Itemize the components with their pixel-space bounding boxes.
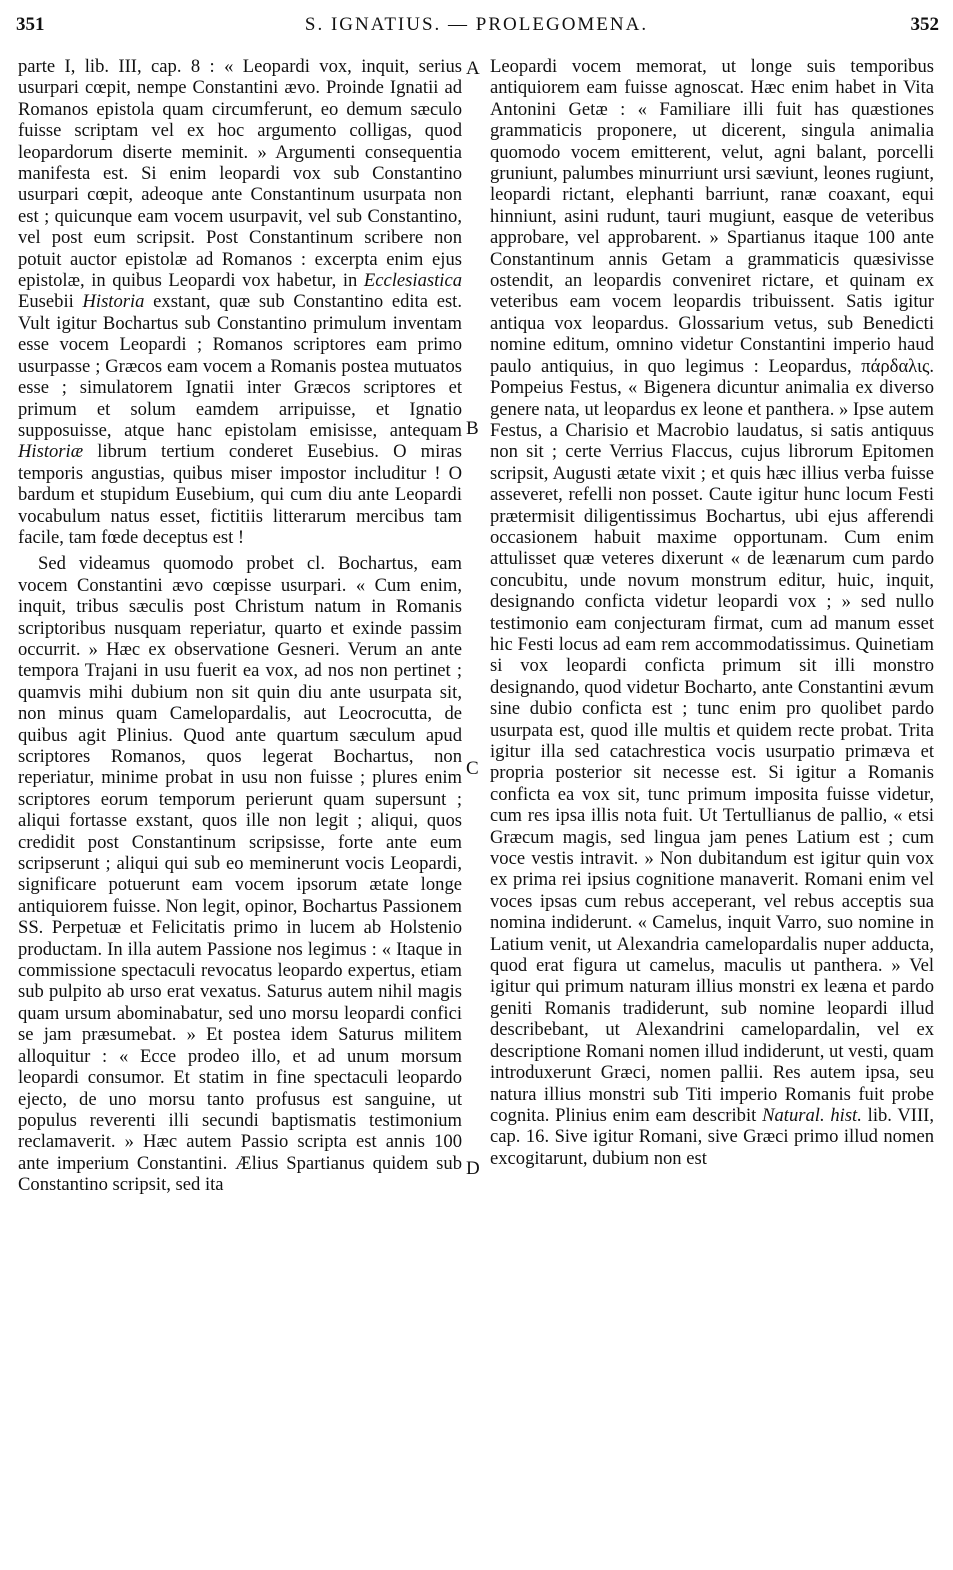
text-run: lib. VIII, cap. 16. Sive igitur Romani, sive Græci primo illud nomen excogitarunt, dubium non est — [490, 1104, 935, 1169]
italic-title: Historia — [82, 291, 145, 313]
italic-title: Ecclesiastica — [363, 270, 462, 292]
italic-title: Natural. hist. — [762, 1104, 862, 1126]
margin-letter: A — [466, 58, 480, 79]
italic-title: Historiæ — [18, 441, 84, 463]
running-title: S. IGNATIUS. — PROLEGOMENA. — [304, 14, 649, 35]
page-header — [0, 14, 953, 44]
paragraph — [18, 56, 462, 548]
margin-letter: C — [466, 758, 479, 779]
paragraph: Sed videamus quomodo probet cl. Bochartus, eam vocem Constantini ævo cœpisse usurpari. « Cum enim, inquit, tribus sæculis post Christum natum in Romanis scriptoribus nusquam reperiatur, quarto et exinde passim occurrit. » Hæc ex observatione Gesneri. Verum an ante tempora Trajani in usu fuerit ea vox, ad nos non pertinet ; quamvis mihi dubium non sit quin diu ante usurpata sit, non minus quam Camelopardalis, aut Leocrocutta, de quibus agit Plinius. Quod ante quartum sæculum apud scriptores Romanos, quos legerat Bochartus, non reperiatur, minime probat in usu non fuisse ; plures enim scriptores eorum temporum perierunt quam supersunt ; aliqui fortasse exstant, quos ille non legit ; aliqui, quos credidit post Constantinum scripsisse, forte ante eum scripserunt ; aliqui qui sub eo meminerunt vocis Leopardi, significare potuerunt eam vocem ipsorum ætate longe antiquiorem fuisse. Non legit, opinor, Bochartus Passionem SS. Perpetuæ et Felicitatis primo in lucem ab Holstenio productam. In illa autem Passione nos legimus : « Itaque in commissione spectaculi revocatus leopardo expertus, etiam sub pulpito ab urso erat vexatus. Saturus autem nihil magis quam ursum abominabatur, sed uno morsu leopardi confici se jam præsumebat. » Et postea idem Saturus militem alloquitur : « Ecce prodeo illo, et ad unum morsum leopardi consumor. Et statim in fine spectaculi leopardo ejecto, de uno morsu tanto profusus est sanguine, ut populus reverenti illi secundi baptismatis testimonium reclamaverit. » Hæc autem Passio scripta est annis 100 ante imperium Constantini. Ælius Spartianus quidem sub Constantino scripsit, sed ita — [18, 553, 462, 1196]
margin-letter: B — [466, 418, 479, 439]
text-run: exstant, quæ sub Constantino edita est. Vult igitur Bochartus sub Constantino primulum inventam esse vocem Leopardi ; Romanos scriptores eam primo usurpasse ; Græcos eam vocem a Romanis postea mutuatos esse ; simulatorem Ignatii inter Græcos scriptores et primum et solum eamdem arripuisse, et Ignatio supposuisse, atque hanc epistolam emisisse, antequam — [18, 291, 462, 441]
margin-letter: D — [466, 1158, 480, 1179]
text-run: librum tertium conderet Eusebius. O miras temporis angustias, quibus miser impostor includitur ! O bardum et stupidum Eusebium, qui cum diu ante Leopardi vocabulum natus esset, fictitiis litterarum mercibus tam facile, tam fœde deceptus est ! — [18, 441, 462, 548]
text-run: parte I, lib. III, cap. 8 : « Leopardi vox, inquit, serius usurpari cœpit, nempe Constantini ævo. Proinde Ignatii ad Romanos epistola quam circumferunt, eo demum sæculo fuisse scriptam vel ex hoc argumento colligas, quod leopardorum diserte meminit. » Argumenti consequentia manifesta est. Si enim leopardi vox sub Constantino usurpari cœpit, adeoque ante Constantinum usurpata non est ; quicunque eam vocem usurpavit, vel sub Constantino, vel post eum scripsit. Post Constantinum scribere non potuit auctor epistolæ ad Romanos : excerpta enim ejus epistolæ, in quibus Leopardi vox habetur, in — [18, 56, 462, 292]
text-run: Eusebii — [18, 291, 74, 313]
text-run: Leopardi vocem memorat, ut longe suis temporibus antiquiorem eam fuisse agnoscat. Hæc enim habet in Vita Antonini Getæ : « Familiare illi fuit has quæstiones grammaticis proponere, ut dicerent, singula animalia quomodo vocem emitterent, velut, agni balant, porcelli gruniunt, palumbes minurriunt ursi sæviunt, leones rugiunt, leopardi rictant, elephanti barriunt, ranæ coaxant, equi hinniunt, asini rudunt, tauri mugiunt, easque de veteribus approbare, vel approbarent. » Spartianus itaque 100 ante Constantinum annis Getam a grammaticis quæsivisse ostendit, an leopardis conveniret rictare, et quinam ex veteribus eam vocem leopardis tribuissent. Satis igitur antiqua vox leopardus. Glossarium vetus, sub Benedicti nomine editum, omnino videtur Constantini imperio haud paulo antiquius, in quo legimus : Leopardus, πάρδαλις. Pompeius Festus, « Bigenera dicuntur animalia ex diverso genere nata, ut leopardus ex leone et panthera. » Ipse autem Festus, a Charisio et Macrobio laudatus, si satis antiquus non sit ; certe Verrius Flaccus, cujus librorum Epitomen scripsit, Augusti ætate vixit ; et quis hæc illius verba fuisse asseveret, refelli non posset. Caute igitur hunc locum Festi prætermisit diligentissimus Bochartus, ubi ejus afferendi occasionem habuit maxime opportunam. Cum enim attulisset quæ veteres dixerunt « de leænarum cum pardo concubitu, unde novum monstrum editur, huic, inquit, designando conficta videtur leopardi vox ; » sed nullo testimonio eam conjecturam firmat, cum ad manum esset hic Festi locus ad eam rem accommodatissimus. Quinetiam si vox leopardi conficta primum sit illi monstro designando, quod videtur Bocharto, ante Constantini ævum sine dubio conficta est ; tunc enim pro quolibet pardo usurpata est, quod ille multis et quidem recte probat. Trita igitur illa sed catachrestica vocis usurpatio primæva et propria posterior sit necesse est. Si igitur a Romanis conficta ea vox sit, tunc primum imposita fuisse videtur, cum res ipsa illis nota fuit. Ut Tertullianus de pallio, « etsi Græcum magis, sed lingua jam penes Latium est ; cum voce vestis intravit. » Non dubitandum est igitur quin vox ex prima rei ipsius cognitione manaverit. Romani enim vel voces ipsas cum rebus acceperant, vel rebus acceptis sua nomina indiderunt. « Camelus, inquit Varro, suo nomine in Latium venit, ut Alexandria camelopardalis nuper adducta, quod erat figura ut camelus, maculis ut panthera. » Vel igitur qui primum naturam illius monstri ex leæna et pardo geniti Romanis tradiderunt, sub nomine leopardi illud describebant, ut Alexandrini camelopardalin, vel ex descriptione Romani nomen illud indiderunt, ut vesti, quam introduxerunt Græci, nomen pallii. Res autem ipsa, seu natura illius monstri sub Titi imperio Romanis fuit probe cognita. Plinius enim eam describit — [490, 56, 934, 1126]
left-column — [18, 56, 462, 1196]
page-number-right: 352 — [910, 14, 939, 35]
right-column — [490, 56, 934, 1169]
paragraph — [490, 56, 934, 1169]
page-number-left: 351 — [16, 14, 45, 35]
